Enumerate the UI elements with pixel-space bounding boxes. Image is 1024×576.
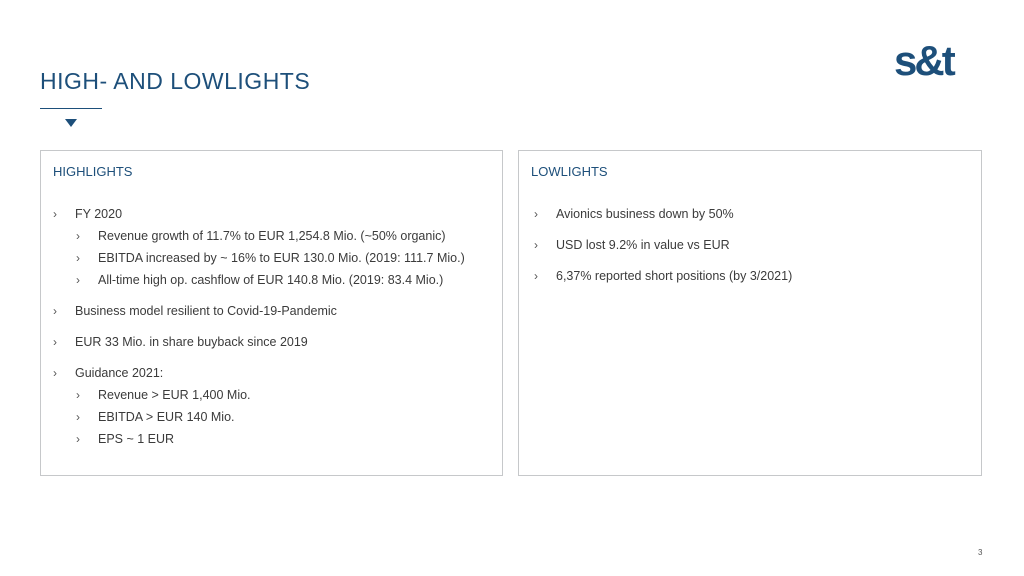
chevron-right-icon: › (76, 273, 80, 287)
slide-title: HIGH- AND LOWLIGHTS (40, 68, 311, 94)
chevron-right-icon: › (76, 388, 80, 402)
list-item-text: USD lost 9.2% in value vs EUR (556, 238, 730, 252)
chevron-right-icon: › (534, 238, 538, 252)
chevron-right-icon: › (53, 207, 57, 221)
lowlights-box (518, 150, 982, 476)
list-item-text: Business model resilient to Covid-19-Pandemic (75, 304, 337, 318)
chevron-right-icon: › (534, 269, 538, 283)
lowlights-heading: LOWLIGHTS (531, 164, 608, 179)
highlights-box (40, 150, 503, 476)
list-item-text: EBITDA increased by ~ 16% to EUR 130.0 Mio. (2019: 111.7 Mio.) (98, 251, 465, 265)
page-number: 3 (978, 548, 983, 557)
list-item-text: All-time high op. cashflow of EUR 140.8 Mio. (2019: 83.4 Mio.) (98, 273, 444, 287)
chevron-right-icon: › (53, 304, 57, 318)
chevron-right-icon: › (76, 229, 80, 243)
highlights-heading: HIGHLIGHTS (53, 164, 133, 179)
triangle-down-icon (65, 119, 77, 127)
list-item-text: Avionics business down by 50% (556, 207, 734, 221)
list-item-text: 6,37% reported short positions (by 3/2021) (556, 269, 793, 283)
list-item-text: EPS ~ 1 EUR (98, 432, 175, 446)
company-logo: s&t (894, 37, 953, 84)
list-item-text: EBITDA > EUR 140 Mio. (98, 410, 235, 424)
chevron-right-icon: › (534, 207, 538, 221)
list-item-text: Guidance 2021: (75, 366, 164, 380)
list-item-text: Revenue > EUR 1,400 Mio. (98, 388, 251, 402)
title-underline (40, 108, 102, 109)
chevron-right-icon: › (76, 410, 80, 424)
chevron-right-icon: › (53, 335, 57, 349)
list-item-text: FY 2020 (75, 207, 123, 221)
list-item-text: Revenue growth of 11.7% to EUR 1,254.8 Mio. (~50% organic) (98, 229, 446, 243)
chevron-right-icon: › (76, 251, 80, 265)
list-item-text: EUR 33 Mio. in share buyback since 2019 (75, 335, 308, 349)
chevron-right-icon: › (76, 432, 80, 446)
chevron-right-icon: › (53, 366, 57, 380)
